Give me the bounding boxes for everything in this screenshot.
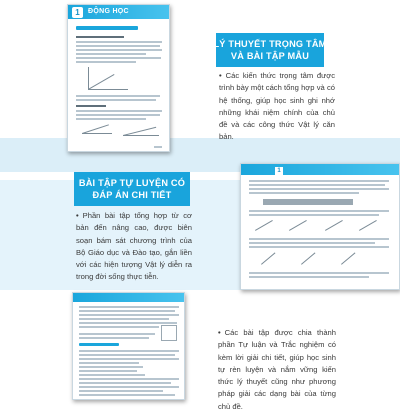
text-line — [249, 188, 389, 190]
text-line — [249, 180, 389, 182]
text-line — [249, 192, 359, 194]
text-line — [76, 110, 162, 112]
text-line — [249, 210, 389, 212]
text-line — [76, 99, 156, 101]
chapter-title: ĐỘNG HỌC — [88, 8, 129, 15]
text-line — [79, 374, 145, 376]
chapter-number: 1 — [275, 167, 283, 175]
text-line — [249, 276, 369, 278]
bullet: • — [219, 71, 222, 80]
text-line — [79, 358, 179, 360]
section-text-theory — [219, 70, 335, 144]
heading-line-2: VÀ BÀI TẬP MẪU — [230, 51, 310, 61]
text-line — [79, 306, 179, 308]
figure-axis-x — [88, 89, 128, 90]
text-line — [79, 310, 175, 312]
section-banner — [79, 343, 119, 346]
heading-line-1: BÀI TẬP TỰ LUYỆN CÓ — [78, 178, 186, 188]
text-line — [76, 49, 162, 51]
text-line — [76, 114, 160, 116]
heading-line-2: ĐÁP ÁN CHI TIẾT — [92, 190, 172, 200]
text-line — [76, 57, 161, 59]
text-line — [76, 36, 124, 38]
text-line — [76, 61, 136, 63]
text-line — [76, 118, 146, 120]
text-line — [79, 314, 179, 316]
text-line — [79, 370, 137, 372]
text-line — [79, 318, 169, 320]
book-page-preview-solutions — [72, 292, 185, 400]
figure-line — [301, 252, 315, 264]
figure-line — [88, 74, 114, 90]
paragraph: Phần bài tập tổng hợp từ cơ bản đến nâng cao, được biên soạn bám sát chương trình của Bộ Giáo dục và Đào tạo, gắn liền với các hiện tượng Vật lý diễn ra trong đời sống thực tiễn. — [76, 211, 192, 282]
figure-axis-y — [88, 67, 89, 89]
text-line — [79, 322, 177, 324]
book-page-preview-exercises — [240, 163, 400, 290]
bullet: • — [218, 328, 221, 337]
text-line — [249, 214, 379, 216]
chapter-header-bar — [241, 164, 399, 175]
text-line — [249, 238, 389, 240]
text-line — [249, 242, 375, 244]
text-line — [79, 394, 175, 396]
section-banner — [76, 26, 138, 30]
figure-line — [82, 133, 112, 134]
text-line — [76, 45, 160, 47]
text-line — [79, 337, 149, 339]
text-line — [79, 366, 143, 368]
section-text-solutions — [218, 327, 336, 413]
text-line — [76, 41, 162, 43]
text-line — [79, 362, 139, 364]
text-line — [76, 53, 146, 55]
figure-line — [123, 135, 159, 136]
text-line — [76, 105, 106, 107]
text-line — [79, 382, 171, 384]
book-page-preview-theory — [67, 4, 170, 152]
text-line — [79, 386, 179, 388]
section-text-exercises — [76, 210, 192, 284]
figure-line — [341, 252, 355, 264]
chapter-number: 1 — [72, 7, 83, 18]
figure-plank — [263, 199, 353, 205]
text-line — [249, 184, 385, 186]
text-line — [79, 350, 179, 352]
text-line — [79, 326, 159, 328]
text-line — [249, 272, 389, 274]
text-line — [76, 95, 160, 97]
page-number — [154, 146, 162, 148]
section-heading-theory — [212, 38, 328, 62]
paragraph: Các kiến thức trọng tâm được trình bày một cách tổng hợp và có hệ thống, giúp học sinh ghi nhớ những khái niệm chính của chủ đề và các công thức Vật lý căn bản. — [219, 71, 335, 142]
text-line — [79, 390, 163, 392]
figure-line — [289, 220, 307, 231]
chapter-header-bar — [73, 293, 184, 302]
text-line — [79, 354, 175, 356]
heading-line-1: LÝ THUYẾT TRỌNG TÂM — [213, 39, 327, 49]
bullet: • — [76, 211, 79, 220]
figure-line — [359, 220, 377, 231]
figure-box — [161, 325, 177, 341]
figure-line — [255, 220, 273, 231]
text-line — [249, 246, 389, 248]
text-line — [79, 333, 155, 335]
figure-line — [261, 252, 275, 264]
paragraph: Các bài tập được chia thành phần Tự luận và Trắc nghiệm có kèm lời giải chi tiết, giúp học sinh tự rèn luyện và nắm vững kiến thức lý thuyết cũng như phương pháp giải các dạng bài của từng chủ đề. — [218, 328, 336, 411]
text-line — [79, 378, 179, 380]
section-heading-exercises — [70, 177, 194, 201]
figure-line — [325, 220, 343, 231]
